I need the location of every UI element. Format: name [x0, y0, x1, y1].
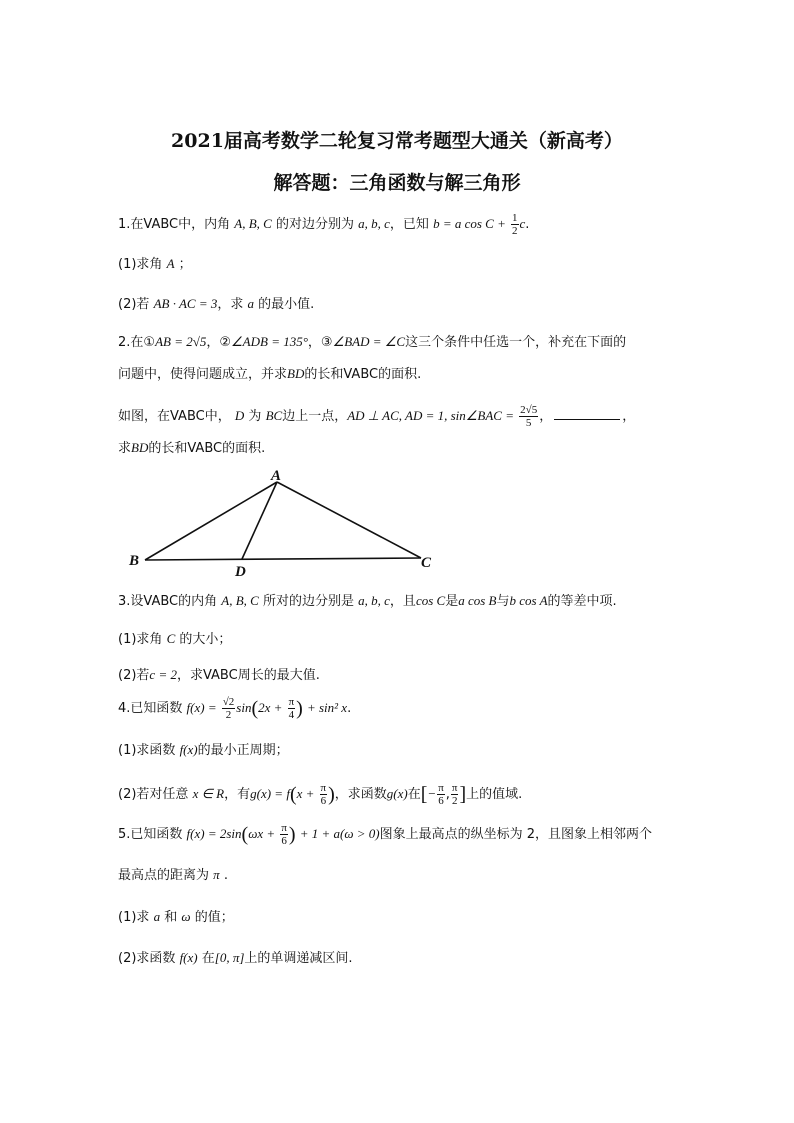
q4-interval-minus: − — [427, 786, 437, 801]
q5-line2 — [118, 866, 228, 885]
q4-part2-text: ，有 — [224, 787, 251, 802]
q1-part1-text: (1)求角 — [118, 257, 163, 272]
q2-line2 — [118, 365, 421, 384]
q2-line3 — [118, 404, 635, 429]
q5-part1-omega: ω — [181, 909, 191, 924]
q2-text: 2.在① — [118, 335, 156, 350]
q2-line1 — [118, 333, 626, 352]
q3-part1-text: 的大小； — [179, 632, 232, 647]
q1-text: 的对边分别为 — [275, 217, 354, 232]
q4-part1-text: 的最小正周期； — [197, 743, 289, 758]
q4-fraction-interval-right — [451, 782, 459, 807]
q4-part2-gx: g(x) — [386, 786, 408, 801]
q3-cosc: cos C — [415, 593, 446, 608]
frac-denominator: 2 — [512, 225, 518, 237]
side-bc — [145, 558, 421, 560]
q2-text: 问题中，使得问题成立，并求 — [118, 367, 288, 382]
q5-part1-text: (1)求 — [118, 910, 150, 925]
q2-var-bd: BD — [131, 440, 149, 455]
q1-part2 — [118, 295, 314, 314]
q5-tail: + 1 + a(ω > 0) — [299, 826, 380, 841]
q1-angles: A, B, C — [234, 216, 272, 231]
q5-function: f(x) = 2sin — [186, 826, 242, 841]
q3-part1 — [118, 630, 231, 649]
q5-part2-text: 在 — [201, 951, 215, 966]
frac-denominator: 6 — [438, 795, 444, 807]
vertex-label-a: A — [271, 468, 282, 484]
q5-part2-fx: f(x) — [179, 950, 198, 965]
q2-condition-3: ∠BAD = ∠C — [332, 334, 406, 349]
q4-text: 4.已知函数 — [118, 701, 183, 716]
q2-text: ，③ — [307, 335, 333, 350]
q5-part2 — [118, 949, 353, 968]
q3-part2-text: (2)若 — [118, 668, 150, 683]
q5-stem: 5.已知函数 f(x) = 2sin(ωx + $\frac{\pi}{6}$ ) + 1 + a(ω > 0)图象上最高点的纵坐标为 2，且图象上相邻两个 — [118, 822, 653, 847]
q1-part1-text: ； — [178, 257, 192, 272]
q4-part1 — [118, 741, 289, 760]
q3-text: 与 — [496, 594, 510, 609]
q5-text: 最高点的距离为 — [118, 868, 210, 883]
q4-part2-inner: x + — [296, 786, 315, 801]
q2-text: 如图，在VABC中， — [118, 409, 231, 424]
q2-text: ，② — [206, 335, 232, 350]
frac-numerator: 1 — [512, 212, 518, 224]
q3-bcosa: b cos A — [509, 593, 548, 608]
q2-line4 — [118, 439, 265, 458]
vertex-label-c: C — [421, 555, 432, 571]
q5-part2-text: 上的单调递减区间. — [244, 951, 353, 966]
answer-blank[interactable] — [554, 406, 620, 420]
q4-part2-text: 上的值域. — [466, 787, 523, 802]
q5-part2-interval: [0, π] — [214, 950, 245, 965]
q5-text: 图象上最高点的纵坐标为 2，且图象上相邻两个 — [379, 827, 653, 842]
q1-part2-var: a — [247, 296, 254, 311]
q4-part2-text: 在 — [407, 787, 421, 802]
frac-numerator: π — [320, 782, 327, 794]
q3-part1-text: (1)求角 — [118, 632, 163, 647]
triangle-figure — [125, 466, 445, 580]
q1-vector-expr: AB · AC = 3 — [153, 296, 218, 311]
q4-part2-g: g(x) = f — [250, 786, 290, 801]
document-subtitle: 解答题：三角函数与解三角形 — [273, 172, 521, 194]
q2-condition-2: ∠ADB = 135° — [231, 334, 308, 349]
q2-fraction — [519, 404, 538, 429]
q1-text: 1.在VABC中，内角 — [118, 217, 231, 232]
q2-text: ， — [622, 409, 636, 424]
q1-stem — [118, 212, 529, 237]
q4-fraction-interval-left — [437, 782, 445, 807]
q2-text: 边上一点， — [282, 409, 348, 424]
q1-sides: a, b, c — [358, 216, 390, 231]
q2-text: 求 — [118, 441, 132, 456]
q5-fraction-pi6 — [280, 822, 288, 847]
q5-part1-text: 的值； — [194, 910, 234, 925]
q4-sin: sin — [236, 700, 252, 715]
frac-numerator: 2√5 — [520, 404, 538, 416]
q4-tail: + sin² x — [306, 700, 348, 715]
q1-var-c: c — [519, 216, 526, 231]
frac-denominator: 5 — [525, 417, 532, 429]
q3-angles: A, B, C — [221, 593, 259, 608]
q1-text: . — [525, 217, 530, 232]
q4-stem: 4.已知函数 f(x) = $\frac{√2}{2}$ sin(2x + $\frac{\pi}{4}$ ) + sin² x. — [118, 696, 352, 721]
q3-text: 的等差中项. — [547, 594, 617, 609]
q5-inner: ωx + — [248, 826, 276, 841]
q2-text: 的长和VABC的面积. — [148, 441, 266, 456]
q5-text: . — [223, 868, 228, 883]
q2-text: 这三个条件中任选一个，补充在下面的 — [405, 335, 627, 350]
q3-text: 是 — [445, 594, 459, 609]
q2-text: ， — [539, 409, 553, 424]
q2-given-condition: AD ⊥ AC, AD = 1, sin∠BAC = — [347, 408, 515, 423]
frac-denominator: 2 — [225, 709, 232, 721]
q3-part2-text: ，求VABC周长的最大值. — [176, 668, 320, 683]
q4-part2-x: x ∈ R — [192, 786, 225, 801]
q1-text: ，已知 — [389, 217, 429, 232]
q4-part2: (2)若对任意 x ∈ R，有g(x) = f(x + $\frac{\pi}{6}$ )，求函数g(x)在[− $\frac{\pi}{6}$ , $\frac{\pi}{2}$ ]上的值域. — [118, 782, 523, 807]
q4-text: . — [347, 701, 352, 716]
q1-part2-text: ，求 — [217, 297, 244, 312]
frac-denominator: 6 — [281, 835, 287, 847]
q1-fraction — [511, 212, 519, 237]
q5-part1 — [118, 908, 234, 927]
q3-part1-var: C — [166, 631, 176, 646]
document-title: 2021届高考数学二轮复习常考题型大通关（新高考） — [171, 130, 623, 152]
frac-denominator: 6 — [320, 795, 327, 807]
q4-fraction-pi4 — [288, 696, 296, 721]
q3-stem — [118, 592, 617, 611]
q5-text: 5.已知函数 — [118, 827, 183, 842]
q2-var-bc: BC — [265, 408, 283, 423]
q5-part1-a: a — [153, 909, 161, 924]
q1-part1 — [118, 255, 192, 274]
q2-var-d: D — [234, 408, 245, 423]
q4-part1-text: (1)求函数 — [118, 743, 176, 758]
frac-denominator: 4 — [288, 709, 295, 721]
q3-part2 — [118, 666, 320, 685]
side-ac — [277, 482, 421, 558]
frac-denominator: 2 — [451, 795, 458, 807]
q3-text: 3.设VABC的内角 — [118, 594, 218, 609]
q1-equation: b = a cos C + — [433, 216, 506, 231]
frac-numerator: √2 — [222, 696, 235, 708]
q5-part1-text: 和 — [164, 910, 178, 925]
q4-fraction-pi6 — [320, 782, 328, 807]
q3-text: ，且 — [389, 594, 416, 609]
frac-numerator: π — [438, 782, 444, 794]
q2-text: 为 — [248, 409, 262, 424]
q5-pi: π — [213, 867, 220, 882]
q4-part2-text: ，求函数 — [334, 787, 387, 802]
q1-part2-text: 的最小值. — [258, 297, 315, 312]
q1-part2-text: (2)若 — [118, 297, 150, 312]
frac-numerator: π — [451, 782, 458, 794]
q4-fraction-sqrt2 — [222, 696, 236, 721]
frac-numerator: π — [281, 822, 287, 834]
side-ab — [145, 482, 277, 560]
frac-numerator: π — [288, 696, 295, 708]
q4-inner: 2x + — [258, 700, 283, 715]
q3-sides: a, b, c — [358, 593, 390, 608]
q4-part1-fx: f(x) — [179, 742, 198, 757]
q2-condition-1: AB = 2√5 — [155, 334, 207, 349]
q1-part1-var: A — [166, 256, 175, 271]
q3-acosb: a cos B — [458, 593, 497, 608]
segment-ad — [242, 482, 277, 559]
vertex-label-d: D — [235, 564, 246, 580]
q3-part2-cond: c = 2 — [149, 667, 177, 682]
q2-var-bd: BD — [287, 366, 305, 381]
q4-function: f(x) = — [186, 700, 217, 715]
q4-part2-text: (2)若对任意 — [118, 787, 189, 802]
q3-text: 所对的边分别是 — [262, 594, 354, 609]
q2-text: 的长和VABC的面积. — [304, 367, 422, 382]
q5-part2-text: (2)求函数 — [118, 951, 176, 966]
vertex-label-b: B — [129, 553, 140, 569]
